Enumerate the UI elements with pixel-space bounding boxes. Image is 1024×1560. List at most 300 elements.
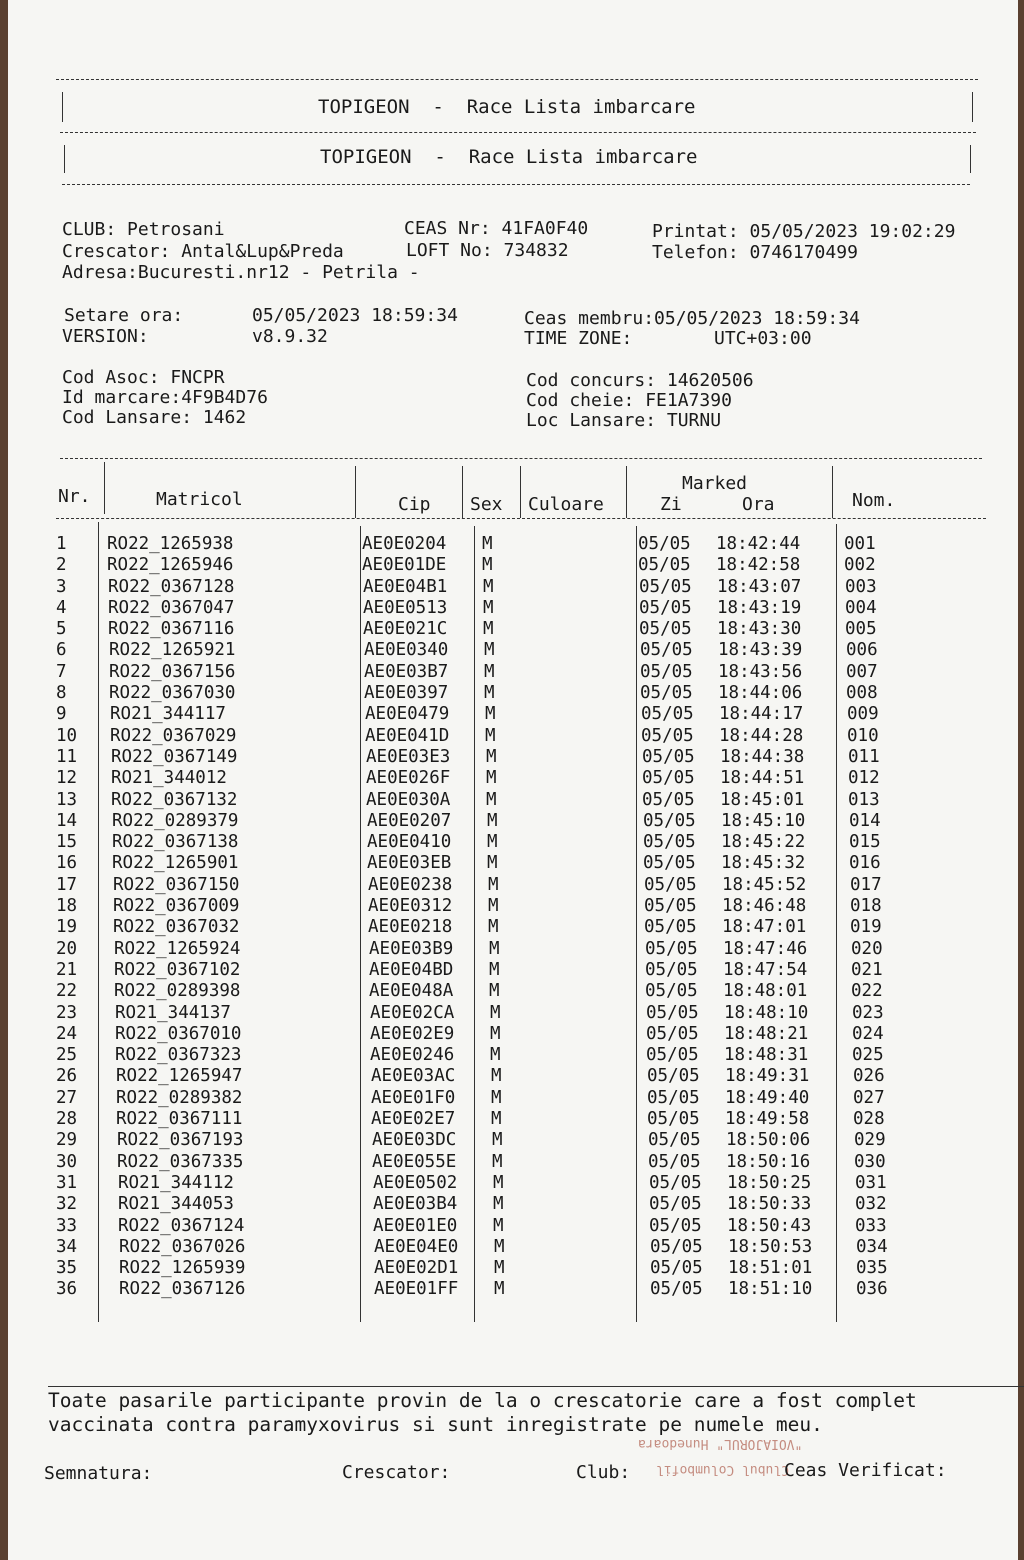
row-ora: 18:46:48 — [722, 896, 807, 917]
row-matricol: RO22_0367026 — [119, 1236, 246, 1257]
row-cip: AE0E03EB — [367, 853, 452, 874]
timezone-label: TIME ZONE: — [524, 328, 633, 349]
row-sex: M — [483, 619, 494, 640]
row-matricol: RO22_0367138 — [112, 832, 239, 853]
row-sex: M — [494, 1258, 505, 1279]
row-ora: 18:45:32 — [721, 853, 806, 874]
row-sex: M — [486, 746, 497, 767]
row-zi: 05/05 — [646, 1023, 699, 1044]
row-nom: 011 — [848, 746, 880, 767]
row-cip: AE0E02CA — [370, 1002, 455, 1023]
title-border-right — [972, 92, 973, 122]
ceas-membru: Ceas membru:05/05/2023 18:59:34 — [524, 308, 860, 329]
row-sex: M — [494, 1279, 505, 1300]
row-matricol: RO21_344117 — [110, 704, 226, 725]
row-zi: 05/05 — [647, 1109, 700, 1130]
table-row — [52, 598, 1002, 619]
row-ora: 18:48:10 — [724, 1002, 809, 1023]
row-matricol: RO22_0367128 — [108, 576, 235, 597]
row-nr: 2 — [56, 555, 67, 576]
row-cip: AE0E03AC — [371, 1066, 456, 1087]
row-nom: 014 — [849, 810, 881, 831]
row-nom: 021 — [851, 959, 883, 980]
row-matricol: RO22_0367193 — [117, 1130, 244, 1151]
row-ora: 18:43:07 — [717, 576, 802, 597]
row-matricol: RO22_0367323 — [115, 1045, 242, 1066]
table-row — [52, 1173, 1002, 1194]
row-nom: 015 — [849, 832, 881, 853]
row-ora: 18:44:38 — [720, 746, 805, 767]
table-row — [52, 768, 1002, 789]
row-nr: 23 — [56, 1002, 78, 1023]
telefon-info: Telefon: 0746170499 — [652, 242, 858, 263]
row-nom: 016 — [849, 853, 881, 874]
row-cip: AE0E03B4 — [373, 1194, 458, 1215]
row-nr: 35 — [56, 1258, 78, 1279]
row-sex: M — [482, 534, 493, 554]
row-sex: M — [490, 1045, 501, 1066]
column-header-nr: Nr. — [58, 486, 91, 507]
table-col-divider — [462, 466, 463, 518]
row-ora: 18:45:01 — [720, 789, 805, 810]
row-matricol: RO22_0367335 — [117, 1151, 244, 1172]
column-header-marked: Marked — [682, 473, 748, 494]
row-sex: M — [487, 810, 498, 831]
row-zi: 05/05 — [641, 704, 694, 725]
row-nr: 3 — [56, 576, 67, 597]
row-sex: M — [482, 555, 493, 576]
table-row — [52, 1237, 1002, 1258]
row-matricol: RO22_0367102 — [114, 959, 241, 980]
adresa-info: Adresa:Bucuresti.nr12 - Petrila - — [62, 262, 420, 283]
row-zi: 05/05 — [643, 810, 696, 831]
table-row — [52, 1279, 1002, 1300]
row-ora: 18:47:46 — [723, 938, 808, 959]
row-nom: 033 — [855, 1215, 887, 1236]
row-nom: 030 — [854, 1151, 886, 1172]
row-matricol: RO22_1265921 — [109, 640, 236, 661]
row-nr: 32 — [56, 1194, 78, 1215]
row-sex: M — [490, 1023, 501, 1044]
row-ora: 18:50:06 — [726, 1130, 811, 1151]
row-ora: 18:44:06 — [718, 683, 803, 704]
row-sex: M — [485, 725, 496, 746]
row-ora: 18:43:39 — [718, 640, 803, 661]
row-zi: 05/05 — [638, 534, 691, 554]
row-ora: 18:42:58 — [716, 555, 801, 576]
table-row — [52, 1152, 1002, 1173]
row-zi: 05/05 — [650, 1258, 703, 1279]
id-marcare: Id marcare:4F9B4D76 — [62, 387, 268, 408]
title-border-top — [56, 79, 978, 80]
row-matricol: RO21_344112 — [118, 1172, 234, 1193]
row-cip: AE0E01DE — [362, 555, 447, 576]
row-nr: 16 — [56, 853, 78, 874]
row-ora: 18:50:33 — [727, 1194, 812, 1215]
title-border-right-2 — [970, 145, 971, 173]
row-nom: 036 — [856, 1279, 888, 1300]
row-cip: AE0E02E7 — [371, 1109, 456, 1130]
row-matricol: RO21_344012 — [111, 768, 227, 789]
row-cip: AE0E03E3 — [366, 746, 451, 767]
row-ora: 18:49:40 — [725, 1087, 810, 1108]
row-nr: 13 — [56, 789, 78, 810]
cod-lansare: Cod Lansare: 1462 — [62, 407, 247, 428]
cod-concurs: Cod concurs: 14620506 — [526, 370, 754, 391]
row-matricol: RO22_0367030 — [109, 683, 236, 704]
row-ora: 18:42:44 — [716, 534, 801, 554]
club-stamp-line-1: "VOIAJORUL" Hunedoara — [638, 1436, 803, 1451]
row-matricol: RO22_1265946 — [107, 555, 234, 576]
row-sex: M — [493, 1194, 504, 1215]
row-nr: 15 — [56, 832, 78, 853]
table-row — [52, 1216, 1002, 1237]
row-matricol: RO22_1265924 — [114, 938, 241, 959]
column-header-sex: Sex — [470, 494, 503, 515]
table-header-separator — [56, 518, 986, 519]
table-col-divider — [832, 466, 833, 518]
row-cip: AE0E0397 — [364, 683, 449, 704]
row-matricol: RO21_344053 — [118, 1194, 234, 1215]
row-zi: 05/05 — [645, 981, 698, 1002]
table-row — [52, 896, 1002, 917]
row-nr: 33 — [56, 1215, 78, 1236]
table-col-divider — [104, 462, 105, 514]
row-nr: 10 — [56, 725, 78, 746]
row-matricol: RO22_1265901 — [112, 853, 239, 874]
row-zi: 05/05 — [650, 1236, 703, 1257]
row-ora: 18:50:43 — [727, 1215, 812, 1236]
row-cip: AE0E041D — [365, 725, 450, 746]
setare-label: Setare ora: — [64, 305, 184, 326]
row-nr: 34 — [56, 1236, 78, 1257]
row-matricol: RO22_1265939 — [119, 1258, 246, 1279]
version-value: v8.9.32 — [252, 326, 328, 347]
row-sex: M — [490, 1002, 501, 1023]
row-nr: 30 — [56, 1151, 78, 1172]
row-nr: 25 — [56, 1045, 78, 1066]
row-cip: AE0E0238 — [368, 874, 453, 895]
row-cip: AE0E0218 — [368, 917, 453, 938]
row-cip: AE0E03B7 — [364, 661, 449, 682]
loc-lansare: Loc Lansare: TURNU — [526, 410, 722, 431]
row-nom: 034 — [856, 1236, 888, 1257]
row-sex: M — [493, 1215, 504, 1236]
row-nom: 032 — [855, 1194, 887, 1215]
row-ora: 18:45:10 — [721, 810, 806, 831]
table-row — [52, 1045, 1002, 1066]
row-nom: 022 — [851, 981, 883, 1002]
row-zi: 05/05 — [640, 683, 693, 704]
row-nom: 028 — [853, 1109, 885, 1130]
row-nom: 018 — [850, 896, 882, 917]
row-matricol: RO22_0367029 — [110, 725, 237, 746]
row-nr: 31 — [56, 1172, 78, 1193]
row-nr: 9 — [56, 704, 67, 725]
row-matricol: RO22_0367132 — [111, 789, 238, 810]
row-zi: 05/05 — [643, 832, 696, 853]
row-nr: 17 — [56, 874, 78, 895]
row-nom: 029 — [854, 1130, 886, 1151]
row-nom: 017 — [850, 874, 882, 895]
row-matricol: RO22_0367149 — [111, 746, 238, 767]
row-matricol: RO22_0289398 — [114, 981, 241, 1002]
row-ora: 18:48:31 — [724, 1045, 809, 1066]
row-matricol: RO22_0367009 — [113, 896, 240, 917]
row-nom: 008 — [846, 683, 878, 704]
row-nom: 025 — [852, 1045, 884, 1066]
table-row — [52, 960, 1002, 981]
row-matricol: RO22_1265947 — [116, 1066, 243, 1087]
row-cip: AE0E0513 — [363, 597, 448, 618]
row-cip: AE0E026F — [366, 768, 451, 789]
row-cip: AE0E030A — [366, 789, 451, 810]
row-nom: 002 — [844, 555, 876, 576]
table-row — [52, 534, 1002, 555]
row-nr: 6 — [56, 640, 67, 661]
row-ora: 18:44:17 — [719, 704, 804, 725]
table-row — [52, 619, 1002, 640]
column-header-zi: Zi — [660, 494, 682, 515]
row-nr: 22 — [56, 981, 78, 1002]
row-zi: 05/05 — [644, 874, 697, 895]
table-row — [52, 726, 1002, 747]
row-ora: 18:44:28 — [719, 725, 804, 746]
row-matricol: RO22_0367111 — [116, 1109, 243, 1130]
row-ora: 18:43:19 — [717, 597, 802, 618]
row-nom: 031 — [855, 1172, 887, 1193]
row-cip: AE0E02E9 — [370, 1023, 455, 1044]
row-matricol: RO22_0367032 — [113, 917, 240, 938]
ceas-verificat-label: Ceas Verificat: — [784, 1460, 947, 1481]
ceas-number: CEAS Nr: 41FA0F40 — [404, 218, 589, 239]
row-ora: 18:47:54 — [723, 959, 808, 980]
row-zi: 05/05 — [639, 597, 692, 618]
row-matricol: RO22_0289382 — [116, 1087, 243, 1108]
table-row — [52, 1024, 1002, 1045]
table-row — [52, 662, 1002, 683]
club-stamp-line-2: Clubul Columbofil — [656, 1462, 790, 1477]
column-header-cip: Cip — [398, 494, 431, 515]
table-row — [52, 555, 1002, 576]
row-nom: 012 — [848, 768, 880, 789]
row-zi: 05/05 — [646, 1002, 699, 1023]
row-zi: 05/05 — [644, 896, 697, 917]
row-cip: AE0E02D1 — [374, 1258, 459, 1279]
title-border-bottom — [62, 184, 970, 185]
row-ora: 18:48:21 — [724, 1023, 809, 1044]
row-nom: 010 — [847, 725, 879, 746]
row-cip: AE0E048A — [369, 981, 454, 1002]
vaccination-statement-line-1: Toate pasarile participante provin de la o crescatorie care a fost complet — [48, 1389, 917, 1412]
footer-separator — [48, 1386, 1024, 1387]
row-ora: 18:50:16 — [726, 1151, 811, 1172]
row-cip: AE0E021C — [363, 619, 448, 640]
row-nom: 024 — [852, 1023, 884, 1044]
row-sex: M — [484, 661, 495, 682]
row-nom: 013 — [848, 789, 880, 810]
row-nom: 019 — [850, 917, 882, 938]
row-sex: M — [494, 1236, 505, 1257]
row-cip: AE0E0410 — [367, 832, 452, 853]
row-nr: 26 — [56, 1066, 78, 1087]
row-cip: AE0E0207 — [367, 810, 452, 831]
row-zi: 05/05 — [638, 555, 691, 576]
row-sex: M — [491, 1109, 502, 1130]
row-sex: M — [489, 959, 500, 980]
row-matricol: RO21_344137 — [115, 1002, 231, 1023]
table-row — [52, 640, 1002, 661]
row-zi: 05/05 — [646, 1045, 699, 1066]
row-matricol: RO22_1265938 — [107, 534, 234, 554]
row-cip: AE0E0479 — [365, 704, 450, 725]
row-cip: AE0E03DC — [372, 1130, 457, 1151]
column-header-culoare: Culoare — [528, 494, 604, 515]
table-row — [52, 1258, 1002, 1279]
row-ora: 18:50:53 — [728, 1236, 813, 1257]
row-nr: 18 — [56, 896, 78, 917]
row-cip: AE0E04B1 — [363, 576, 448, 597]
row-nom: 009 — [847, 704, 879, 725]
row-matricol: RO22_0367047 — [108, 597, 235, 618]
table-row — [52, 832, 1002, 853]
row-zi: 05/05 — [643, 853, 696, 874]
loft-number: LOFT No: 734832 — [406, 240, 569, 261]
row-sex: M — [491, 1066, 502, 1087]
row-sex: M — [486, 768, 497, 789]
table-row — [52, 790, 1002, 811]
table-row — [52, 683, 1002, 704]
club-info: CLUB: Petrosani — [62, 219, 225, 240]
row-nr: 1 — [56, 534, 67, 554]
row-matricol: RO22_0289379 — [112, 810, 239, 831]
row-cip: AE0E0246 — [370, 1045, 455, 1066]
row-zi: 05/05 — [650, 1279, 703, 1300]
row-sex: M — [492, 1130, 503, 1151]
table-row — [52, 1003, 1002, 1024]
row-nr: 8 — [56, 683, 67, 704]
row-ora: 18:45:22 — [721, 832, 806, 853]
row-nr: 21 — [56, 959, 78, 980]
row-ora: 18:51:01 — [728, 1258, 813, 1279]
row-zi: 05/05 — [649, 1194, 702, 1215]
row-ora: 18:43:56 — [718, 661, 803, 682]
row-cip: AE0E01FF — [374, 1279, 459, 1300]
row-ora: 18:49:31 — [725, 1066, 810, 1087]
row-matricol: RO22_0367124 — [118, 1215, 245, 1236]
semnatura-label: Semnatura: — [44, 1463, 153, 1484]
row-nom: 026 — [853, 1066, 885, 1087]
row-nom: 006 — [846, 640, 878, 661]
cod-asoc: Cod Asoc: FNCPR — [62, 367, 225, 388]
table-row — [52, 939, 1002, 960]
printed-date: Printat: 05/05/2023 19:02:29 — [652, 221, 956, 242]
cod-cheie: Cod cheie: FE1A7390 — [526, 390, 732, 411]
column-header-matricol: Matricol — [156, 489, 243, 510]
row-nom: 023 — [852, 1002, 884, 1023]
row-sex: M — [483, 597, 494, 618]
row-sex: M — [483, 576, 494, 597]
table-row — [52, 853, 1002, 874]
row-nr: 4 — [56, 597, 67, 618]
table-row — [52, 917, 1002, 938]
table-col-divider — [520, 466, 521, 518]
title-border-left — [62, 92, 63, 122]
row-sex: M — [492, 1151, 503, 1172]
row-zi: 05/05 — [649, 1172, 702, 1193]
title-border-mid — [60, 132, 976, 133]
row-nom: 005 — [845, 619, 877, 640]
row-nr: 20 — [56, 938, 78, 959]
row-nr: 11 — [56, 746, 78, 767]
row-cip: AE0E0204 — [362, 534, 447, 554]
row-zi: 05/05 — [639, 576, 692, 597]
setare-value: 05/05/2023 18:59:34 — [252, 305, 458, 326]
row-matricol: RO22_0367156 — [109, 661, 236, 682]
page-title-repeat: TOPIGEON - Race Lista imbarcare — [320, 146, 698, 168]
row-sex: M — [487, 832, 498, 853]
row-nr: 27 — [56, 1087, 78, 1108]
column-header-ora: Ora — [742, 494, 775, 515]
title-border-left-2 — [64, 145, 65, 173]
row-ora: 18:45:52 — [722, 874, 807, 895]
row-cip: AE0E03B9 — [369, 938, 454, 959]
row-sex: M — [486, 789, 497, 810]
row-ora: 18:47:01 — [722, 917, 807, 938]
crescator-signature-label: Crescator: — [342, 1462, 451, 1483]
row-matricol: RO22_0367116 — [108, 619, 235, 640]
row-ora: 18:43:30 — [717, 619, 802, 640]
table-row — [52, 1194, 1002, 1215]
row-nr: 29 — [56, 1130, 78, 1151]
row-cip: AE0E01F0 — [371, 1087, 456, 1108]
timezone-value: UTC+03:00 — [714, 328, 812, 349]
row-nr: 24 — [56, 1023, 78, 1044]
table-col-divider — [355, 466, 356, 518]
row-sex: M — [493, 1172, 504, 1193]
row-matricol: RO22_0367010 — [115, 1023, 242, 1044]
row-nom: 027 — [853, 1087, 885, 1108]
row-zi: 05/05 — [639, 619, 692, 640]
row-sex: M — [488, 896, 499, 917]
row-sex: M — [487, 853, 498, 874]
row-nom: 003 — [845, 576, 877, 597]
row-nr: 12 — [56, 768, 78, 789]
row-zi: 05/05 — [640, 661, 693, 682]
row-nom: 004 — [845, 597, 877, 618]
row-nom: 035 — [856, 1258, 888, 1279]
version-label: VERSION: — [62, 326, 149, 347]
row-ora: 18:44:51 — [720, 768, 805, 789]
table-row — [52, 1066, 1002, 1087]
row-nr: 5 — [56, 619, 67, 640]
row-sex: M — [489, 981, 500, 1002]
table-row — [52, 1109, 1002, 1130]
row-zi: 05/05 — [640, 640, 693, 661]
row-ora: 18:50:25 — [727, 1172, 812, 1193]
table-row — [52, 1130, 1002, 1151]
table-row — [52, 981, 1002, 1002]
row-zi: 05/05 — [642, 746, 695, 767]
row-sex: M — [484, 683, 495, 704]
table-row — [52, 1088, 1002, 1109]
row-sex: M — [484, 640, 495, 661]
row-ora: 18:51:10 — [728, 1279, 813, 1300]
row-sex: M — [488, 874, 499, 895]
row-zi: 05/05 — [647, 1066, 700, 1087]
table-row — [52, 747, 1002, 768]
row-cip: AE0E0502 — [373, 1172, 458, 1193]
